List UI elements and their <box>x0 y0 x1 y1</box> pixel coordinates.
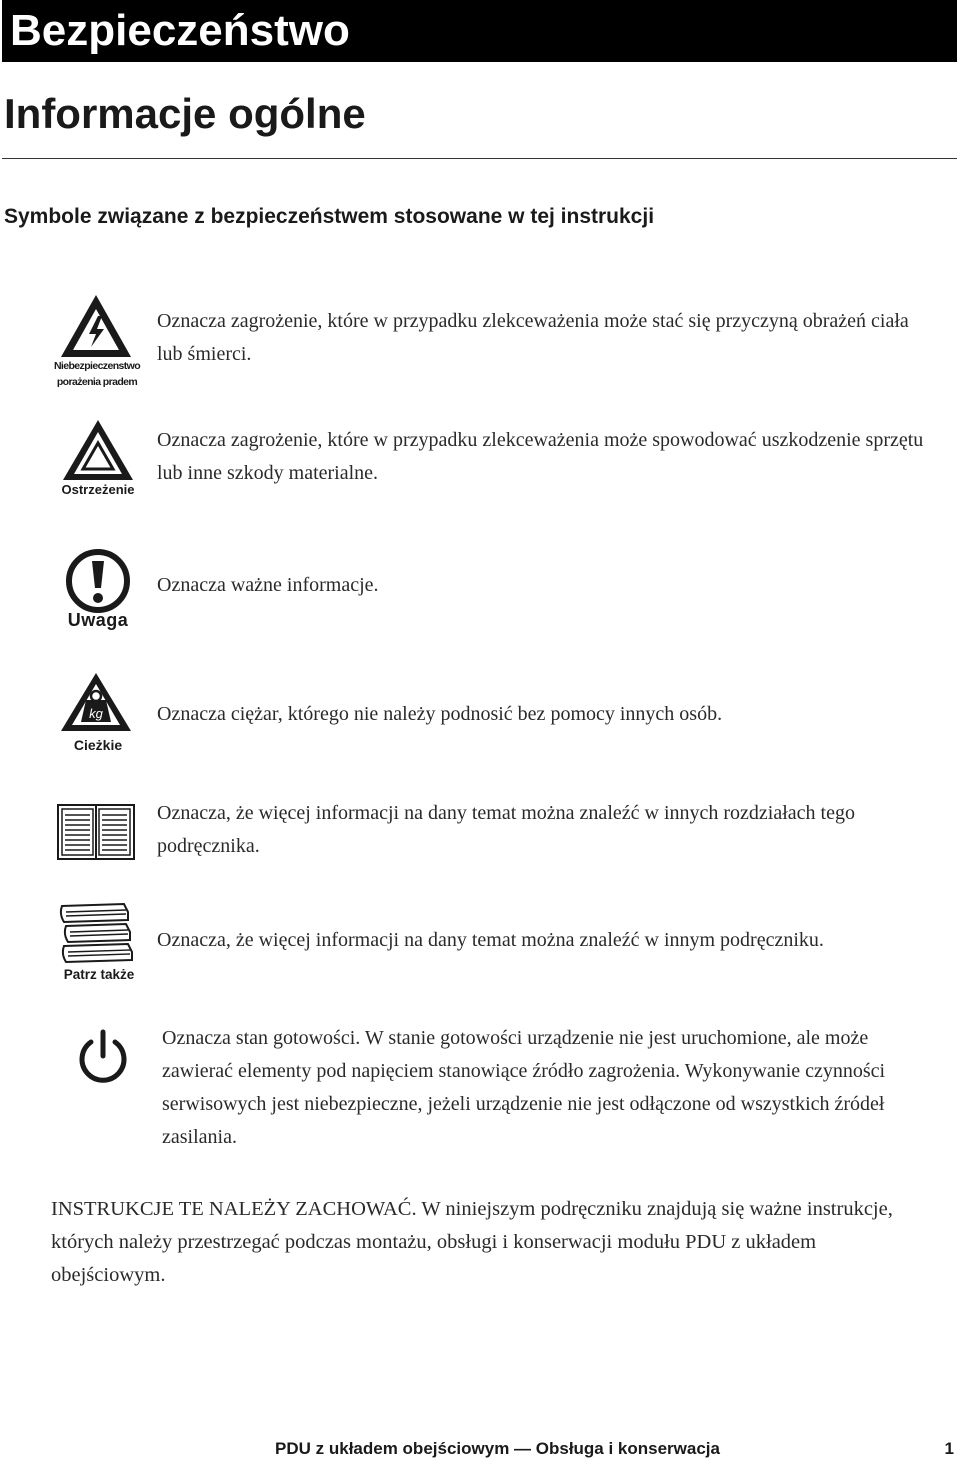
exclamation-circle-icon <box>63 548 133 614</box>
electric-shock-caption <box>50 358 144 390</box>
electric-shock-description: Oznacza zagrożenie, które w przypadku zlekceważenia może stać się przyczyną obrażeń ciała lub śmierci. <box>157 310 909 365</box>
power-standby-icon <box>76 1028 130 1086</box>
electric-shock-warning-icon <box>58 292 134 360</box>
subtitle-divider <box>2 158 957 159</box>
manual-reference-description: Oznacza, że więcej informacji na dany temat można znaleźć w innych rozdziałach tego podręcznika. <box>157 802 855 857</box>
see-also-description: Oznacza, że więcej informacji na dany temat można znaleźć w innym podręczniku. <box>157 929 824 951</box>
caution-description: Oznacza zagrożenie, które w przypadku zlekceważenia może spowodować uszkodzenie sprzętu lub inne szkody materialne. <box>157 429 924 484</box>
standby-description: Oznacza stan gotowości. W stanie gotowości urządzenie nie jest uruchomione, ale może zawierać elementy pod napięciem stanowiące źródło zagrożenia. Wykonywanie czynności serwisowych jest niebezpieczne, jeżeli urządzenie nie jest odłączone od wszystkich źródeł zasilania. <box>162 1027 886 1148</box>
weight-unit-label: kg <box>89 706 103 721</box>
heavy-weight-icon <box>58 670 134 734</box>
page-footer <box>0 1436 960 1464</box>
section-heading: Symbole związane z bezpieczeństwem stosowane w tej instrukcji <box>4 205 655 228</box>
page-subtitle: Informacje ogólne <box>4 90 366 137</box>
chapter-title: Bezpieczeństwo <box>10 6 350 55</box>
attention-caption: Uwaga <box>67 610 129 630</box>
open-book-icon <box>56 802 136 862</box>
page-number: 1 <box>944 1439 954 1458</box>
save-instructions-paragraph: INSTRUKCJE TE NALEŻY ZACHOWAĆ. W niniejszym podręczniku znajdują się ważne instrukcje, których należy przestrzegać podczas montażu, obsługi i konserwacji modułu PDU z układem obejściowym. <box>51 1198 893 1286</box>
caution-triangle-icon <box>60 417 136 483</box>
footer-title: PDU z układem obejściowym — Obsługa i konserwacja <box>275 1439 720 1458</box>
chapter-title-bar <box>2 0 957 62</box>
caution-caption: Ostrzeżenie <box>61 482 135 497</box>
see-also-caption: Patrz także <box>63 967 135 982</box>
attention-description: Oznacza ważne informacje. <box>157 574 379 596</box>
heavy-caption: Cieżkie <box>73 737 123 753</box>
book-stack-icon <box>58 902 138 964</box>
heavy-description: Oznacza ciężar, którego nie należy podnosić bez pomocy innych osób. <box>157 703 723 725</box>
electric-shock-caption-line1: Niebezpieczenstwo <box>53 360 141 372</box>
electric-shock-caption-line2: porażenia pradem <box>56 376 138 388</box>
